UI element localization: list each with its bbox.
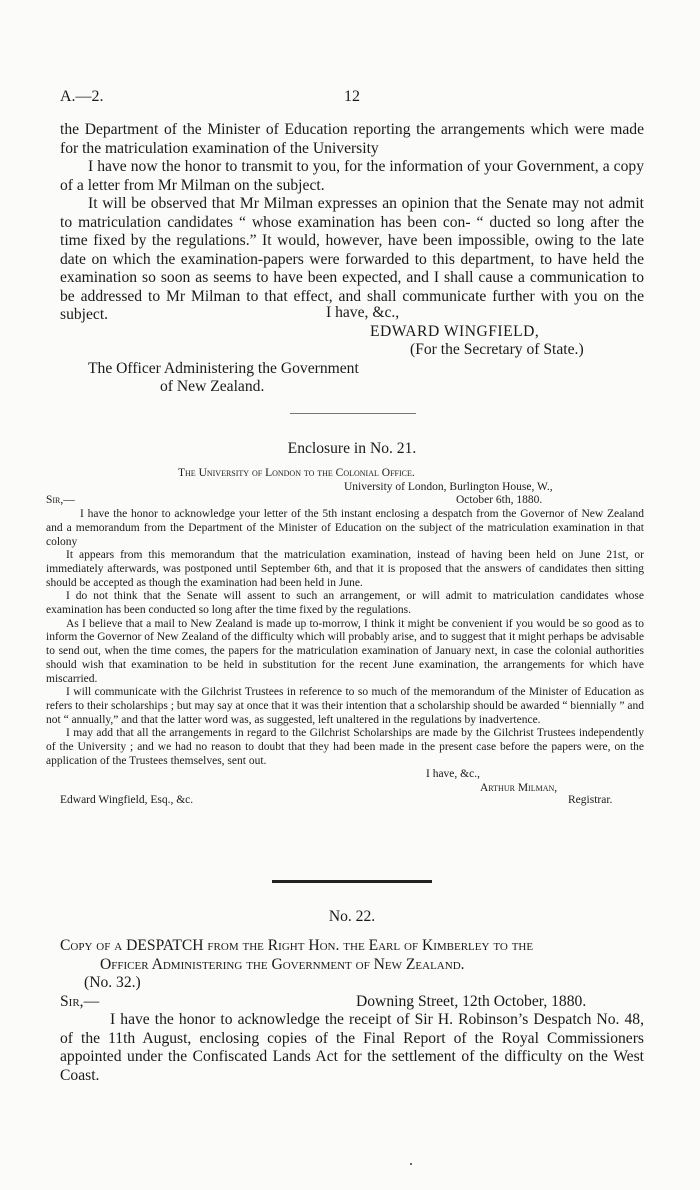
section-divider-thick	[272, 880, 432, 883]
enclosure-salutation-row	[46, 494, 644, 508]
despatch-title-line-1: Copy of a DESPATCH from the Right Hon. the Earl of Kimberley to the	[60, 937, 534, 954]
letter-body	[60, 121, 644, 325]
letter-closing: I have, &c.,	[326, 304, 400, 321]
enclosure-paragraph-4: As I believe that a mail to New Zealand is made up to-morrow, I think it might be convenient if you would be so good as to inform the Governor of New Zealand of the difficulty which will probably arise, and to suggest that it might perhaps be advisable to send out, when the time comes, the papers for the matriculation examination of January next, in case the colonial authorities should wish that examination to be held in substitution for the recent June examination, the arrangements for which have miscarried.	[46, 617, 644, 685]
despatch-salutation-row	[60, 993, 644, 1012]
enclosure-footer-row	[46, 793, 644, 810]
enclosure-date: October 6th, 1880.	[456, 494, 543, 507]
enclosure-address: University of London, Burlington House, W.,	[344, 480, 553, 493]
letter-signature-role: (For the Secretary of State.)	[410, 341, 584, 358]
letter-paragraph-3: It will be observed that Mr Milman expresses an opinion that the Senate may not admit to matriculation candidates “ whose examination has been con- “ ducted so long after the time fixed by the regulations.” It would, however, have been impossible, owing to the late date on which the examination-papers were forwarded to this department, to have held the examination so soon as seems to have been expected, and I shall cause a communication to be addressed to Mr Milman to that effect, and shall communicate further with you on the subject.	[60, 195, 644, 323]
letter-paragraph-2: I have now the honor to transmit to you, for the information of your Government, a copy of a letter from Mr Milman on the subject.	[60, 158, 644, 194]
page-number: 12	[344, 88, 360, 105]
series-number: A.—2.	[60, 88, 104, 105]
enclosure-addressee: Edward Wingfield, Esq., &c.	[60, 793, 194, 806]
enclosure-paragraph-6: I may add that all the arrangements in regard to the Gilchrist Scholarships are made by the Gilchrist Trustees independently of the University ; and we had no reason to doubt that they had been made in the present case before the papers were, on the application of the Trustees themselves, sent out.	[46, 727, 644, 767]
despatch-place-date: Downing Street, 12th October, 1880.	[356, 992, 587, 1010]
enclosure-paragraph-5: I will communicate with the Gilchrist Trustees in reference to so much of the memorandum of the Minister of Education as refers to their scholarships ; but may say at once that it was their intention that a scholarship should be awarded “ biennially ” and not “ annually,” and that the latter word was, as suggested, left unaltered in the regulations by inadvertence.	[46, 686, 644, 726]
enclosure-registrar: Registrar.	[568, 793, 613, 806]
despatch-heading: No. 22.	[328, 908, 376, 925]
despatch-title	[60, 937, 644, 1085]
enclosure-letter	[46, 467, 644, 810]
print-mark	[410, 1163, 412, 1165]
letter-addressee-line-1: The Officer Administering the Government	[88, 359, 359, 377]
despatch-paragraph-1: I have the honor to acknowledge the receipt of Sir H. Robinson’s Despatch No. 48, of the 11th August, enclosing copies of the Final Report of the Royal Commissioners appointed under the Confiscated Lands Act for the settlement of the difficulty on the West Coast.	[60, 1011, 644, 1084]
letter-signature: EDWARD WINGFIELD,	[370, 322, 540, 340]
enclosure-signature: Arthur Milman,	[480, 782, 558, 795]
enclosure-from-to: The University of London to the Colonial Office.	[178, 467, 415, 479]
enclosure-salutation: Sir,—	[46, 494, 75, 507]
enclosure-closing: I have, &c.,	[426, 768, 480, 781]
despatch-number: (No. 32.)	[84, 974, 141, 991]
despatch-salutation: Sir,—	[60, 992, 100, 1010]
despatch-title-line-2: Officer Administering the Government of New Zealand.	[100, 955, 465, 973]
enclosure-paragraph-1: I have the honor to acknowledge your letter of the 5th instant enclosing a despatch from the Governor of New Zealand and a memorandum from the Department of the Minister of Education on the subject of the matriculation examination in that colony	[46, 508, 644, 548]
letter-paragraph-1: the Department of the Minister of Education reporting the arrangements which were made for the matriculation examination of the University	[60, 121, 644, 157]
letter-signoff	[60, 304, 644, 397]
enclosure-paragraph-2: It appears from this memorandum that the matriculation examination, instead of having been held on June 21st, or immediately afterwards, was postponed until September 6th, and that it is proposed that the answers of candidates then sitting should be accepted as though the examination had been held in June.	[46, 549, 644, 589]
enclosure-paragraph-3: I do not think that the Senate will assent to such an arrangement, or will admit to matriculation candidates whose examination has been conducted so long after the time fixed by the regulations.	[46, 590, 644, 617]
enclosure-heading: Enclosure in No. 21.	[287, 440, 417, 457]
section-divider	[290, 413, 416, 414]
letter-addressee-line-2: of New Zealand.	[160, 378, 265, 395]
